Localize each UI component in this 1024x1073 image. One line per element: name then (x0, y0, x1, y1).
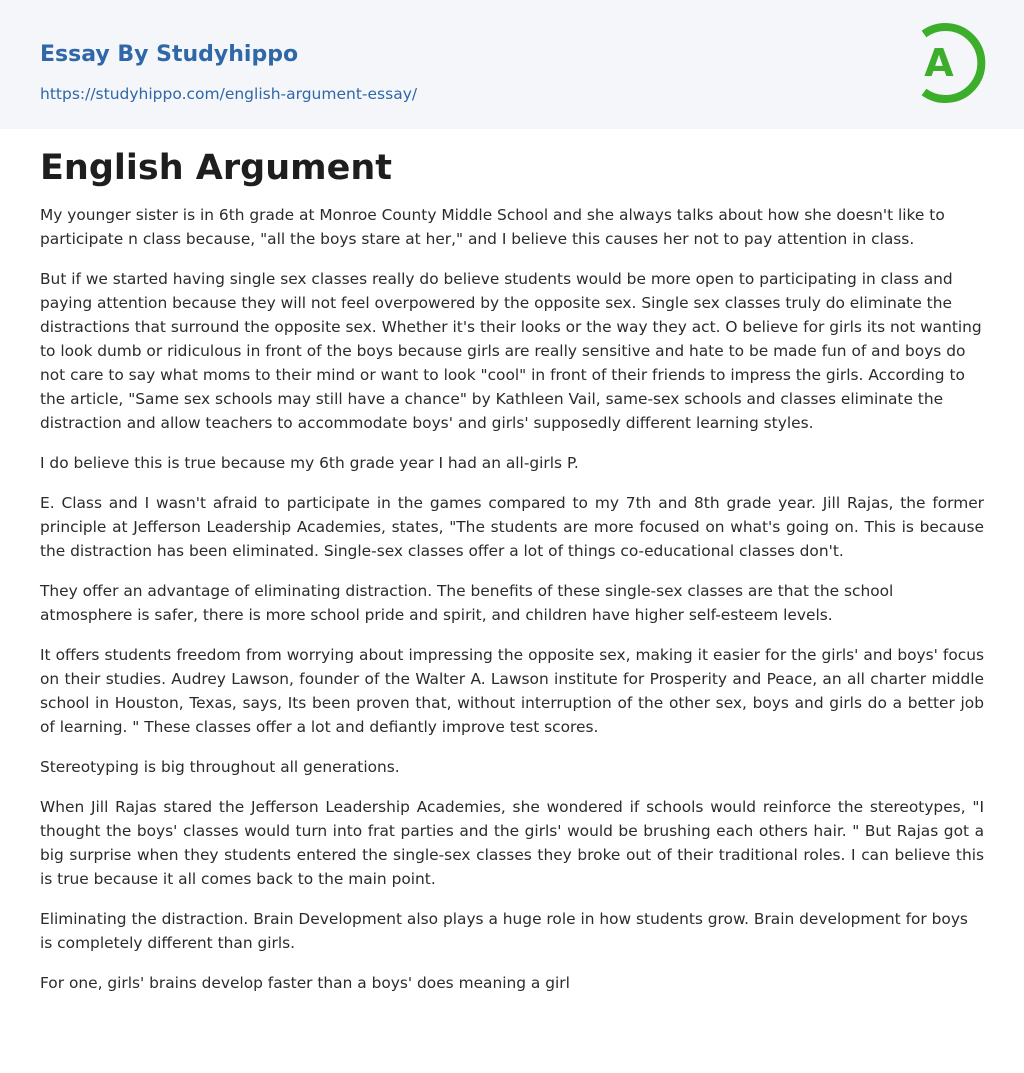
logo-letter: A (924, 41, 954, 85)
article-paragraph: When Jill Rajas stared the Jefferson Leadership Academies, she wondered if schools would reinforce the stereotypes, "I thought the boys' classes would turn into frat parties and the girls' would be brushing each others hair. " But Rajas got a big surprise when they students entered the single-sex classes they broke out of their traditional roles. I can believe this is true because it all comes back to the main point. (40, 798, 984, 888)
article-paragraph: It offers students freedom from worrying about impressing the opposite sex, making it easier for the girls' and boys' focus on their studies. Audrey Lawson, founder of the Walter A. Lawson institute for Prosperity and Peace, an all charter middle school in Houston, Texas, says, Its been proven that, without interruption of the other sex, boys and girls do a better job of learning. " These classes offer a lot and defiantly improve test scores. (40, 646, 984, 736)
article-paragraph: My younger sister is in 6th grade at Monroe County Middle School and she always talks about how she doesn't like to participate n class because, "all the boys stare at her," and I believe this causes her not to pay attention in class. (40, 206, 945, 248)
article (0, 129, 1024, 995)
article-paragraph: But if we started having single sex classes really do believe students would be more open to participating in class and paying attention because they will not feel overpowered by the opposite sex. Single sex classes truly do eliminate the distractions that surround the opposite sex. Whether it's their looks or the way they act. O believe for girls its not wanting to look dumb or ridiculous in front of the boys because girls are really sensitive and hate to be made fun of and boys do not care to say what moms to their mind or want to look "cool" in front of their friends to impress the girls. According to the article, "Same sex schools may still have a chance" by Kathleen Vail, same-sex schools and classes eliminate the distraction and allow teachers to accommodate boys' and girls' supposedly different learning styles. (40, 270, 982, 432)
article-paragraph: They offer an advantage of eliminating distraction. The benefits of these single-sex classes are that the school atmosphere is safer, there is more school pride and spirit, and children have higher self-esteem levels. (40, 582, 894, 624)
page-url-link[interactable]: https://studyhippo.com/english-argument-essay/ (40, 85, 418, 103)
article-paragraph: For one, girls' brains develop faster than a boys' does meaning a girl (40, 974, 570, 992)
site-header (0, 0, 1024, 129)
site-brand[interactable]: Essay By Studyhippo (40, 42, 299, 67)
article-title: English Argument (40, 148, 392, 188)
article-paragraph: Stereotyping is big throughout all generations. (40, 758, 400, 776)
article-paragraph: Eliminating the distraction. Brain Development also plays a huge role in how students grow. Brain development for boys is completely different than girls. (40, 910, 968, 952)
article-paragraph: I do believe this is true because my 6th grade year I had an all-girls P. (40, 454, 579, 472)
article-paragraph: E. Class and I wasn't afraid to participate in the games compared to my 7th and 8th grade year. Jill Rajas, the former principle at Jefferson Leadership Academies, states, "The students are more focused on what's going on. This is because the distraction has been eliminated. Single-sex classes offer a lot of things co-educational classes don't. (40, 494, 984, 560)
site-logo-icon[interactable] (912, 20, 986, 106)
